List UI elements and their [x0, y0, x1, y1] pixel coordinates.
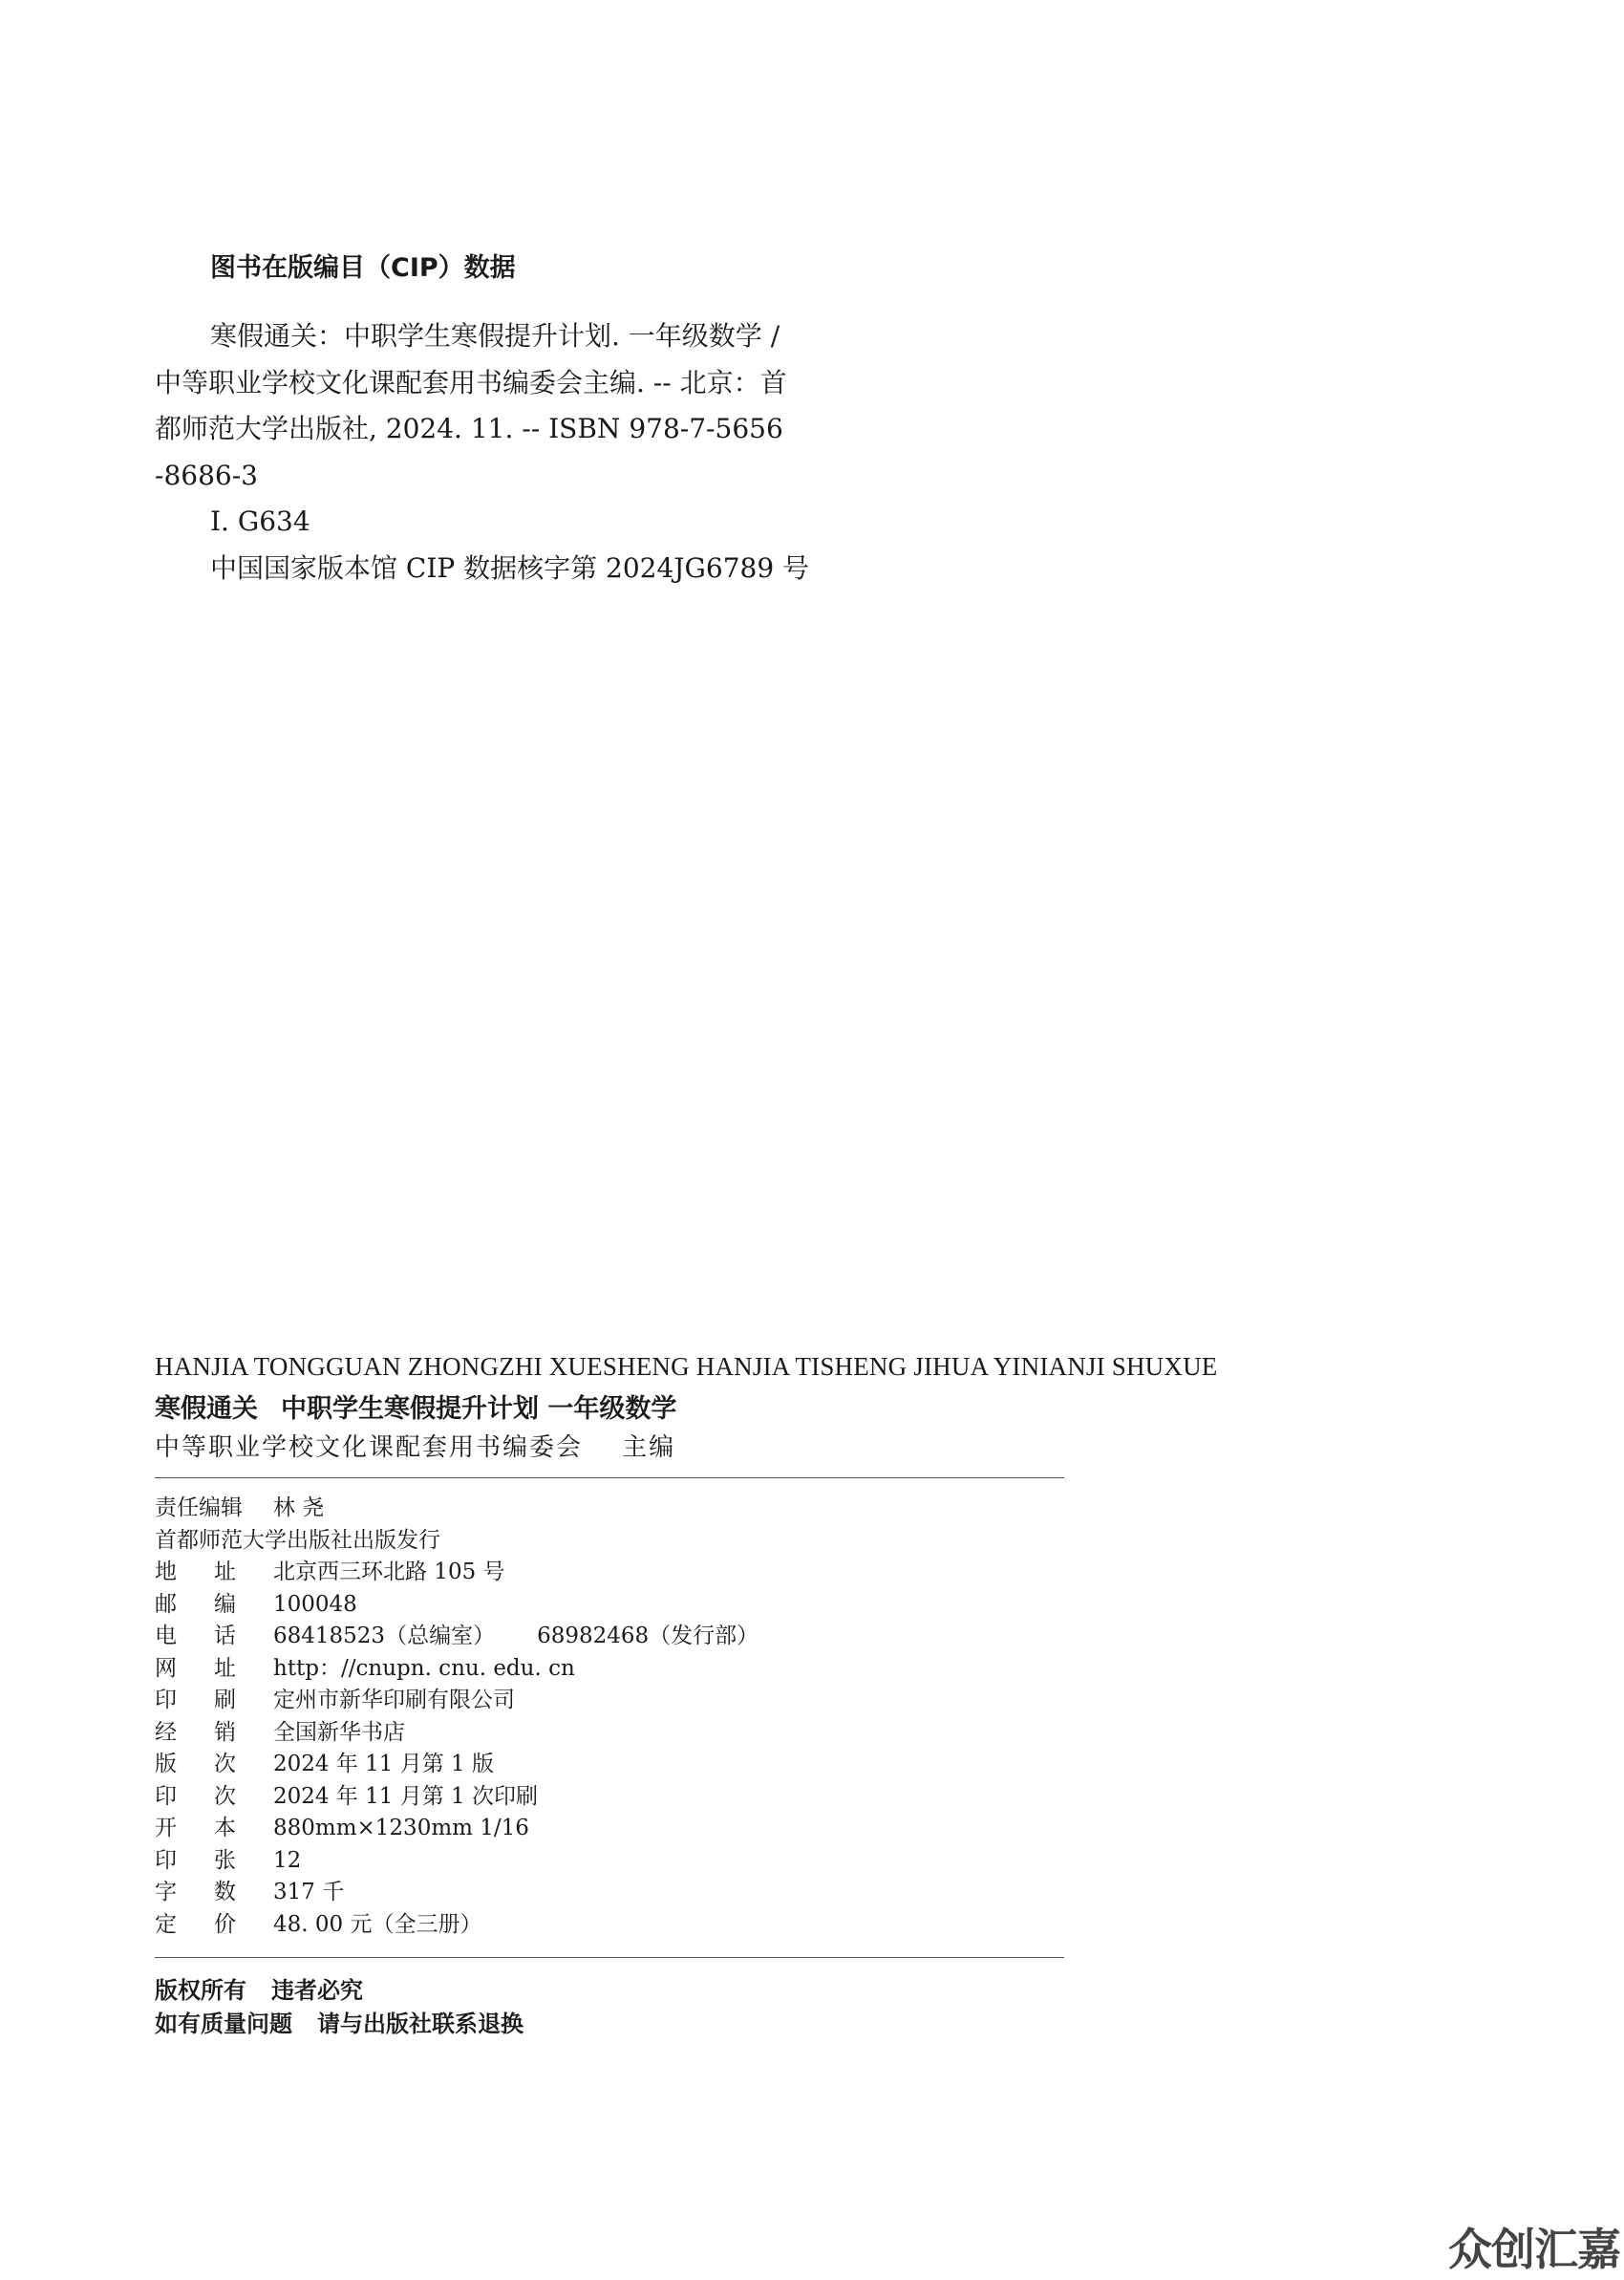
info-label-char: 本	[214, 1816, 236, 1840]
info-value: http：//cnupn. cnu. edu. cn	[273, 1655, 575, 1681]
info-label-char: 址	[214, 1655, 236, 1681]
info-value: 北京西三环北路 105 号	[273, 1559, 505, 1584]
info-label-char: 开	[155, 1816, 177, 1840]
copyright-notes	[155, 1974, 524, 2041]
info-label-char: 印	[155, 1847, 177, 1873]
cip-line-2: 中等职业学校文化课配套用书编委会主编. -- 北京：首	[155, 366, 787, 398]
info-row-format	[155, 1813, 759, 1845]
info-label-char: 张	[214, 1847, 236, 1873]
info-label-char: 印	[155, 1688, 177, 1712]
cip-line-3: 都师范大学出版社, 2024. 11. -- ISBN 978-7-5656	[155, 413, 783, 444]
cip-record	[155, 313, 843, 592]
cip-verification-number: 中国国家版本馆 CIP 数据核字第 2024JG6789 号	[210, 551, 810, 584]
title-pinyin: HANJIA TONGGUAN ZHONGZHI XUESHENG HANJIA TISHENG JIHUA YINIANJI SHUXUE	[155, 1352, 1218, 1381]
responsible-editor-row	[155, 1493, 759, 1525]
copyright-line	[155, 1974, 524, 2008]
quality-text: 如有质量问题	[155, 2011, 292, 2037]
info-row-edition	[155, 1749, 759, 1781]
info-label-char: 数	[214, 1880, 236, 1904]
publisher-row: 首都师范大学出版社出版发行	[155, 1527, 440, 1553]
editor-committee: 中等职业学校文化课配套用书编委会	[155, 1433, 584, 1462]
copyright-warning: 违者必究	[271, 1977, 363, 2004]
quality-instruction: 请与出版社联系退换	[317, 2011, 524, 2037]
info-row-phone	[155, 1621, 759, 1653]
quality-line	[155, 2008, 524, 2041]
info-label-char: 网	[155, 1655, 177, 1681]
editor-role: 主编	[622, 1433, 676, 1462]
title-chinese	[155, 1387, 676, 1425]
info-row-printing	[155, 1781, 759, 1814]
info-value: 68418523（总编室）	[273, 1624, 496, 1648]
watermark-logo: 众创汇嘉	[1448, 2224, 1620, 2275]
info-label-char: 话	[214, 1624, 236, 1648]
cip-line-1: 寒假通关：中职学生寒假提升计划. 一年级数学 /	[210, 320, 780, 352]
responsible-editor-label: 责任编辑	[155, 1495, 243, 1520]
info-label-char: 电	[155, 1624, 177, 1648]
info-label-char: 字	[155, 1880, 177, 1904]
info-row-address	[155, 1557, 759, 1589]
info-label-char: 邮	[155, 1591, 177, 1617]
info-value-secondary: 68982468（发行部）	[537, 1624, 759, 1648]
info-label-char: 地	[155, 1559, 177, 1584]
info-label-char: 印	[155, 1783, 177, 1809]
info-label-char: 销	[214, 1719, 236, 1745]
info-value: 2024 年 11 月第 1 版	[273, 1752, 494, 1776]
responsible-editor-name: 林 尧	[273, 1495, 325, 1520]
info-value: 定州市新华印刷有限公司	[273, 1688, 515, 1712]
info-value: 100048	[273, 1591, 357, 1617]
info-label-char: 经	[155, 1719, 177, 1745]
info-value: 880mm×1230mm 1/16	[273, 1816, 529, 1840]
cip-line-4: -8686-3	[155, 459, 258, 491]
info-label-char: 刷	[214, 1688, 236, 1712]
info-value: 全国新华书店	[273, 1719, 405, 1745]
info-value: 317 千	[273, 1880, 345, 1904]
info-value: 2024 年 11 月第 1 次印刷	[273, 1783, 538, 1809]
publication-info	[155, 1493, 759, 1941]
info-row-word-count	[155, 1877, 759, 1909]
divider-top	[155, 1477, 1064, 1478]
divider-bottom	[155, 1957, 1064, 1958]
info-label-char: 价	[214, 1911, 236, 1937]
title-subtitle: 中职学生寒假提升计划 一年级数学	[281, 1394, 677, 1424]
info-row-distributor	[155, 1717, 759, 1750]
info-label-char: 版	[155, 1752, 177, 1776]
copyright-text: 版权所有	[155, 1977, 246, 2004]
info-label-char: 址	[214, 1559, 236, 1584]
cip-heading: 图书在版编目（CIP）数据	[210, 253, 516, 283]
info-label-char: 定	[155, 1911, 177, 1937]
title-editor	[155, 1428, 675, 1463]
info-row-website	[155, 1653, 759, 1686]
info-label-char: 次	[214, 1752, 236, 1776]
info-row-sheets	[155, 1845, 759, 1878]
cip-classification: Ⅰ. G634	[210, 505, 310, 537]
info-value: 48. 00 元（全三册）	[273, 1911, 482, 1937]
info-row-postcode	[155, 1589, 759, 1622]
info-label-char: 次	[214, 1783, 236, 1809]
info-row-printer	[155, 1685, 759, 1717]
info-label-char: 编	[214, 1591, 236, 1617]
info-row-price	[155, 1909, 759, 1942]
info-value: 12	[273, 1847, 302, 1873]
title-main: 寒假通关	[155, 1394, 258, 1424]
